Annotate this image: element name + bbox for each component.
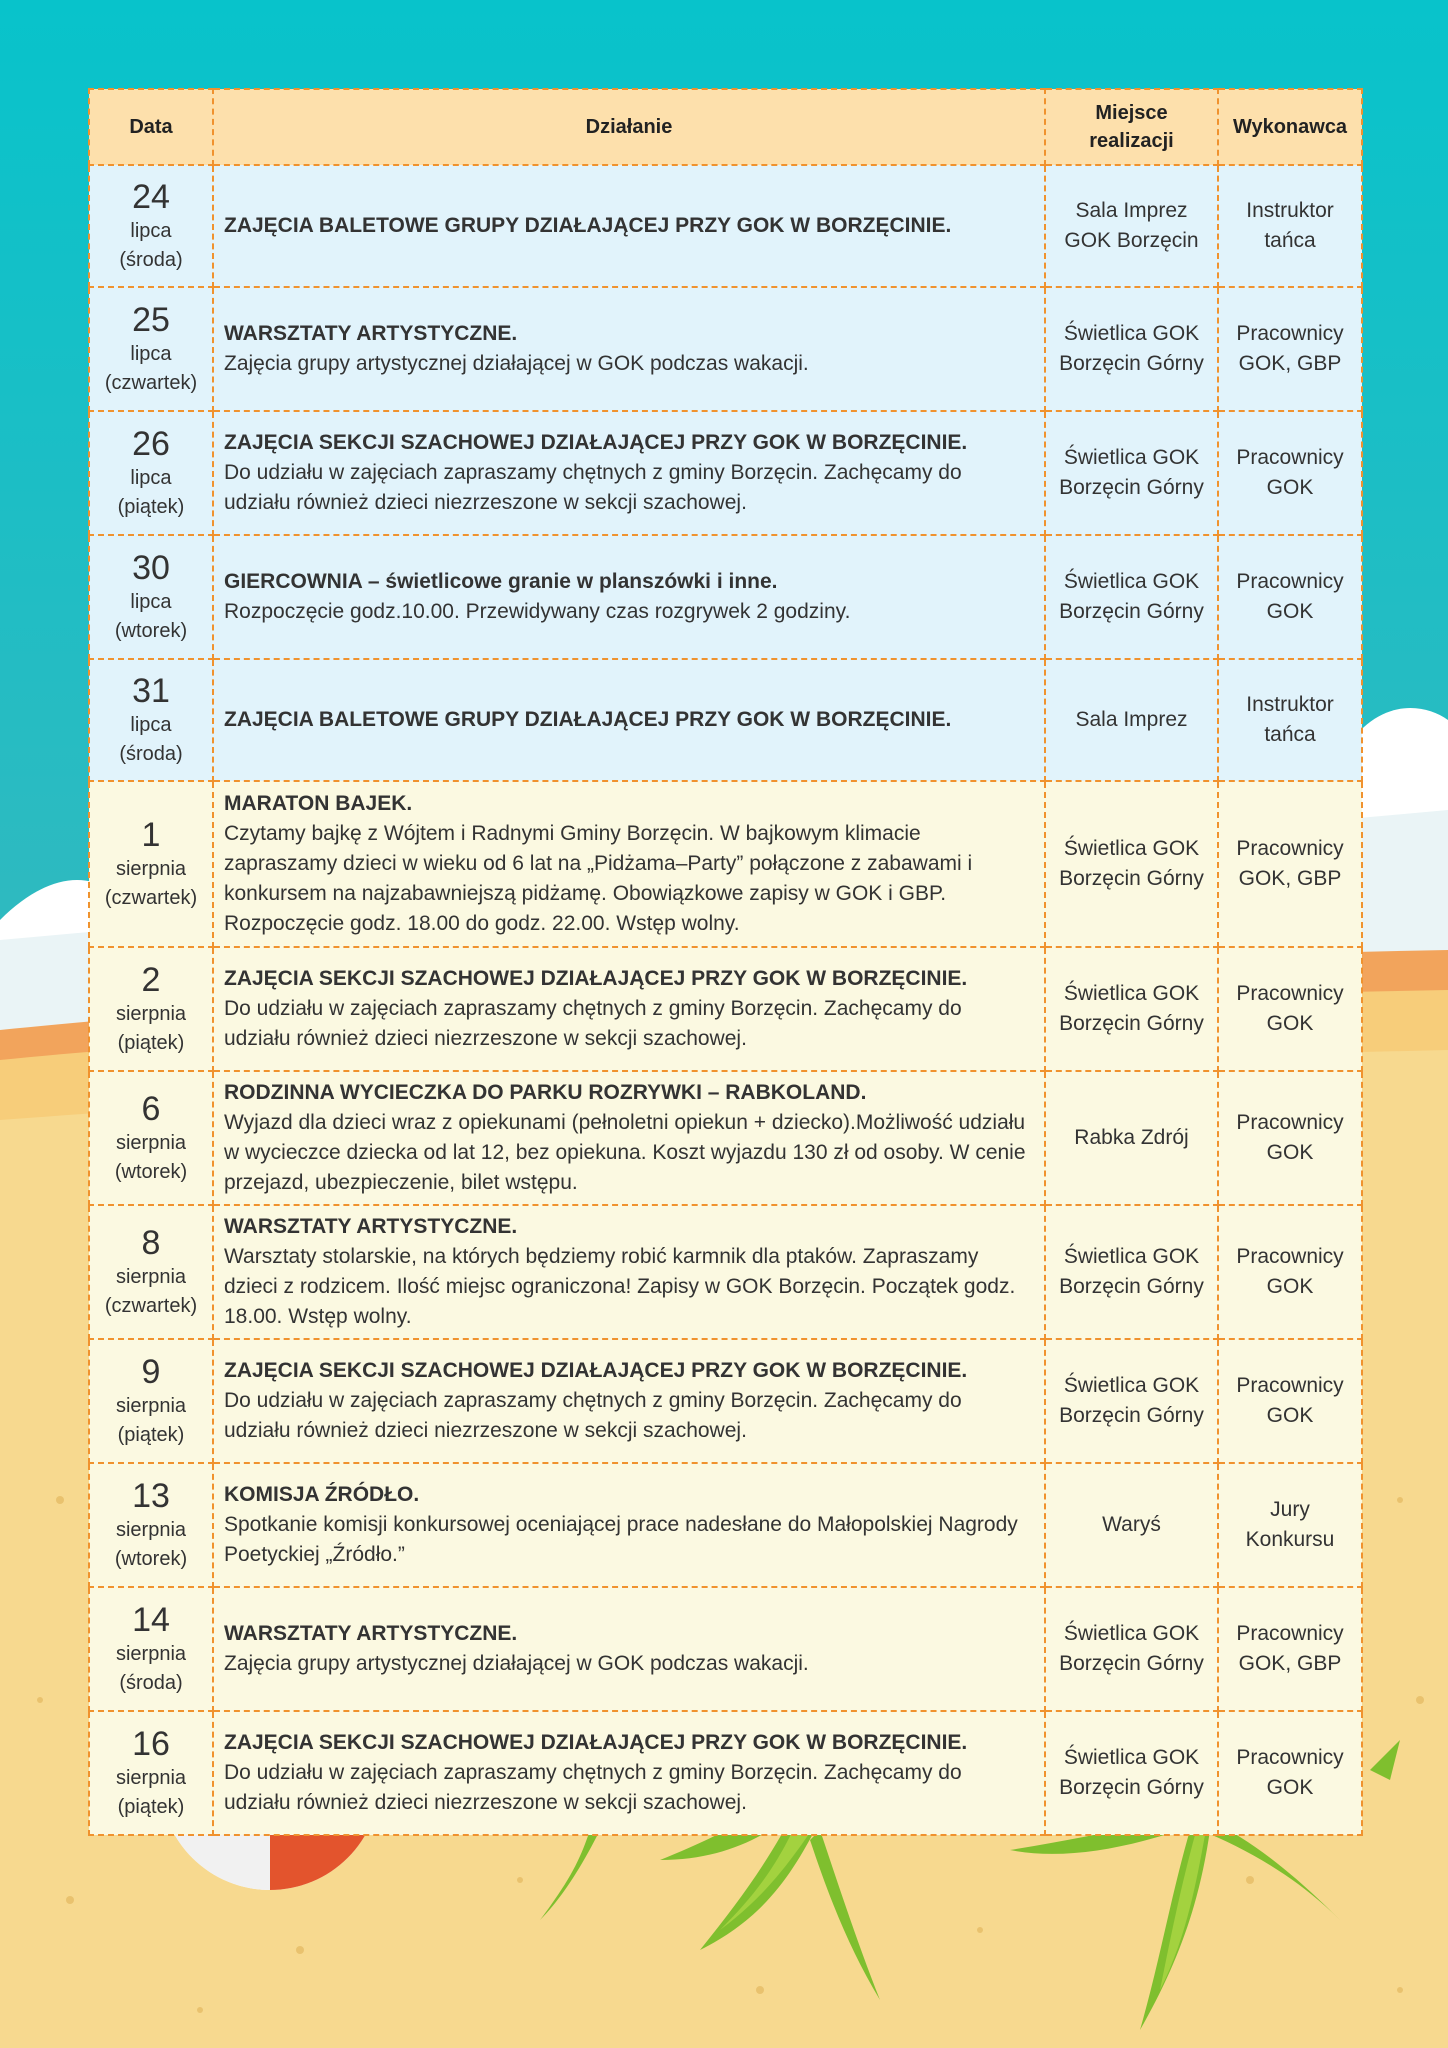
place-cell: Świetlica GOK Borzęcin Górny xyxy=(1045,947,1218,1071)
header-date: Data xyxy=(89,89,213,165)
place-cell: Świetlica GOK Borzęcin Górny xyxy=(1045,1205,1218,1339)
action-description: Spotkanie komisji konkursowej oceniającej prace nadesłane do Małopolskiej Nagrody Poetyckiej „Źródło.” xyxy=(224,1513,1018,1566)
day-number: 16 xyxy=(132,1725,170,1763)
event-schedule-table xyxy=(88,88,1363,1836)
day-number: 25 xyxy=(132,301,170,339)
action-cell xyxy=(213,947,1045,1071)
executor-cell: Pracownicy GOK, GBP xyxy=(1218,287,1362,411)
executor-cell: Pracownicy GOK, GBP xyxy=(1218,1587,1362,1711)
table-row xyxy=(89,1071,1362,1205)
action-cell xyxy=(213,781,1045,947)
month-name: sierpnia xyxy=(115,1266,187,1288)
action-cell xyxy=(213,1071,1045,1205)
action-title: ZAJĘCIA SEKCJI SZACHOWEJ DZIAŁAJĄCEJ PRZY GOK W BORZĘCINIE. xyxy=(224,1359,968,1382)
executor-cell: Instruktor tańca xyxy=(1218,165,1362,287)
weekday: (piątek) xyxy=(117,496,185,518)
action-title: MARATON BAJEK. xyxy=(224,792,413,815)
action-title: WARSZTATY ARTYSTYCZNE. xyxy=(224,322,518,345)
header-executor: Wykonawca xyxy=(1218,89,1362,165)
month-name: lipca xyxy=(130,714,172,736)
date-cell xyxy=(89,1205,213,1339)
table-row xyxy=(89,1463,1362,1587)
place-cell: Świetlica GOK Borzęcin Górny xyxy=(1045,1711,1218,1835)
date-cell xyxy=(89,1071,213,1205)
date-cell xyxy=(89,1463,213,1587)
weekday: (środa) xyxy=(119,743,183,765)
day-number: 6 xyxy=(141,1090,161,1128)
day-number: 24 xyxy=(132,178,170,216)
executor-cell: Pracownicy GOK xyxy=(1218,411,1362,535)
action-title: RODZINNA WYCIECZKA DO PARKU ROZRYWKI – RABKOLAND. xyxy=(224,1081,867,1104)
weekday: (środa) xyxy=(119,249,183,271)
action-description: Rozpoczęcie godz.10.00. Przewidywany czas rozgrywek 2 godziny. xyxy=(224,600,851,623)
day-number: 30 xyxy=(132,549,170,587)
day-number: 13 xyxy=(132,1477,170,1515)
weekday: (piątek) xyxy=(117,1796,185,1818)
action-cell xyxy=(213,1711,1045,1835)
weekday: (czwartek) xyxy=(104,887,198,909)
date-cell xyxy=(89,659,213,781)
day-number: 31 xyxy=(132,672,170,710)
executor-cell: Jury Konkursu xyxy=(1218,1463,1362,1587)
weekday: (wtorek) xyxy=(114,620,188,642)
action-cell xyxy=(213,1463,1045,1587)
day-number: 1 xyxy=(141,816,161,854)
action-title: KOMISJA ŹRÓDŁO. xyxy=(224,1483,420,1506)
date-cell xyxy=(89,535,213,659)
action-description: Do udziału w zajęciach zapraszamy chętnych z gminy Borzęcin. Zachęcamy do udziału również dzieci niezrzeszone w sekcji szachowej. xyxy=(224,1389,962,1442)
action-title: ZAJĘCIA SEKCJI SZACHOWEJ DZIAŁAJĄCEJ PRZY GOK W BORZĘCINIE. xyxy=(224,431,968,454)
table-row xyxy=(89,1587,1362,1711)
weekday: (czwartek) xyxy=(104,1295,198,1317)
date-cell xyxy=(89,1587,213,1711)
place-cell: Świetlica GOK Borzęcin Górny xyxy=(1045,1587,1218,1711)
date-cell xyxy=(89,781,213,947)
action-description: Do udziału w zajęciach zapraszamy chętnych z gminy Borzęcin. Zachęcamy do udziału również dzieci niezrzeszone w sekcji szachowej. xyxy=(224,461,962,514)
action-description: Zajęcia grupy artystycznej działającej w GOK podczas wakacji. xyxy=(224,352,809,375)
table-row xyxy=(89,659,1362,781)
action-description: Warsztaty stolarskie, na których będziemy robić karmnik dla ptaków. Zapraszamy dzieci z rodzicem. Ilość miejsc ograniczona! Zapisy w GOK Borzęcin. Początek godz. 18.00. Wstęp wolny. xyxy=(224,1245,1016,1328)
month-name: sierpnia xyxy=(115,858,187,880)
place-cell: Sala Imprez GOK Borzęcin xyxy=(1045,165,1218,287)
action-description: Zajęcia grupy artystycznej działającej w GOK podczas wakacji. xyxy=(224,1652,809,1675)
date-cell xyxy=(89,287,213,411)
action-title: WARSZTATY ARTYSTYCZNE. xyxy=(224,1622,518,1645)
day-number: 26 xyxy=(132,425,170,463)
header-place: Miejsce realizacji xyxy=(1045,89,1218,165)
executor-cell: Pracownicy GOK xyxy=(1218,1205,1362,1339)
action-cell xyxy=(213,1587,1045,1711)
place-cell: Rabka Zdrój xyxy=(1045,1071,1218,1205)
table-row xyxy=(89,1205,1362,1339)
weekday: (środa) xyxy=(119,1672,183,1694)
month-name: sierpnia xyxy=(115,1395,187,1417)
action-title: ZAJĘCIA BALETOWE GRUPY DZIAŁAJĄCEJ PRZY GOK W BORZĘCINIE. xyxy=(224,708,952,731)
action-description: Do udziału w zajęciach zapraszamy chętnych z gminy Borzęcin. Zachęcamy do udziału również dzieci niezrzeszone w sekcji szachowej. xyxy=(224,1761,962,1814)
day-number: 2 xyxy=(141,961,161,999)
month-name: lipca xyxy=(130,220,172,242)
action-cell xyxy=(213,1205,1045,1339)
date-cell xyxy=(89,1339,213,1463)
weekday: (piątek) xyxy=(117,1424,185,1446)
weekday: (piątek) xyxy=(117,1032,185,1054)
executor-cell: Instruktor tańca xyxy=(1218,659,1362,781)
action-description: Do udziału w zajęciach zapraszamy chętnych z gminy Borzęcin. Zachęcamy do udziału również dzieci niezrzeszone w sekcji szachowej. xyxy=(224,997,962,1050)
executor-cell: Pracownicy GOK xyxy=(1218,535,1362,659)
day-number: 14 xyxy=(132,1601,170,1639)
date-cell xyxy=(89,1711,213,1835)
action-title: WARSZTATY ARTYSTYCZNE. xyxy=(224,1215,518,1238)
executor-cell: Pracownicy GOK xyxy=(1218,1339,1362,1463)
day-number: 9 xyxy=(141,1353,161,1391)
month-name: lipca xyxy=(130,467,172,489)
month-name: lipca xyxy=(130,343,172,365)
place-cell: Świetlica GOK Borzęcin Górny xyxy=(1045,411,1218,535)
month-name: sierpnia xyxy=(115,1767,187,1789)
place-cell: Świetlica GOK Borzęcin Górny xyxy=(1045,1339,1218,1463)
table-row xyxy=(89,411,1362,535)
place-cell: Świetlica GOK Borzęcin Górny xyxy=(1045,781,1218,947)
place-cell: Sala Imprez xyxy=(1045,659,1218,781)
month-name: sierpnia xyxy=(115,1643,187,1665)
place-cell: Waryś xyxy=(1045,1463,1218,1587)
place-cell: Świetlica GOK Borzęcin Górny xyxy=(1045,535,1218,659)
place-cell: Świetlica GOK Borzęcin Górny xyxy=(1045,287,1218,411)
header-action: Działanie xyxy=(213,89,1045,165)
action-cell xyxy=(213,411,1045,535)
table-row xyxy=(89,947,1362,1071)
table-row xyxy=(89,287,1362,411)
table-row xyxy=(89,781,1362,947)
executor-cell: Pracownicy GOK xyxy=(1218,947,1362,1071)
weekday: (czwartek) xyxy=(104,372,198,394)
month-name: lipca xyxy=(130,591,172,613)
action-title: ZAJĘCIA SEKCJI SZACHOWEJ DZIAŁAJĄCEJ PRZY GOK W BORZĘCINIE. xyxy=(224,1731,968,1754)
action-cell xyxy=(213,165,1045,287)
action-title: ZAJĘCIA BALETOWE GRUPY DZIAŁAJĄCEJ PRZY GOK W BORZĘCINIE. xyxy=(224,214,952,237)
weekday: (wtorek) xyxy=(114,1548,188,1570)
table-row xyxy=(89,535,1362,659)
action-cell xyxy=(213,535,1045,659)
date-cell xyxy=(89,947,213,1071)
date-cell xyxy=(89,165,213,287)
action-cell xyxy=(213,659,1045,781)
table-row xyxy=(89,1711,1362,1835)
executor-cell: Pracownicy GOK xyxy=(1218,1071,1362,1205)
action-description: Wyjazd dla dzieci wraz z opiekunami (pełnoletni opiekun + dziecko).Możliwość udziału w wycieczce dziecka od lat 12, bez opiekuna. Koszt wyjazdu 130 zł od osoby. W cenie przejazd, ubezpieczenie, bilet wstępu. xyxy=(224,1111,1026,1194)
date-cell xyxy=(89,411,213,535)
weekday: (wtorek) xyxy=(114,1161,188,1183)
action-description: Czytamy bajkę z Wójtem i Radnymi Gminy Borzęcin. W bajkowym klimacie zapraszamy dzieci w wieku od 6 lat na „Pidżama–Party” połączone z zabawami i konkursem na najzabawniejszą pidżamę. Obowiązkowe zapisy w GOK i GBP. Rozpoczęcie godz. 18.00 do godz. 22.00. Wstęp wolny. xyxy=(224,822,973,935)
month-name: sierpnia xyxy=(115,1132,187,1154)
action-title: GIERCOWNIA – świetlicowe granie w planszówki i inne. xyxy=(224,570,778,593)
action-cell xyxy=(213,1339,1045,1463)
executor-cell: Pracownicy GOK xyxy=(1218,1711,1362,1835)
month-name: sierpnia xyxy=(115,1519,187,1541)
table-row xyxy=(89,1339,1362,1463)
table-header-row xyxy=(89,89,1362,165)
day-number: 8 xyxy=(141,1224,161,1262)
table-row xyxy=(89,165,1362,287)
executor-cell: Pracownicy GOK, GBP xyxy=(1218,781,1362,947)
action-cell xyxy=(213,287,1045,411)
month-name: sierpnia xyxy=(115,1003,187,1025)
action-title: ZAJĘCIA SEKCJI SZACHOWEJ DZIAŁAJĄCEJ PRZY GOK W BORZĘCINIE. xyxy=(224,967,968,990)
